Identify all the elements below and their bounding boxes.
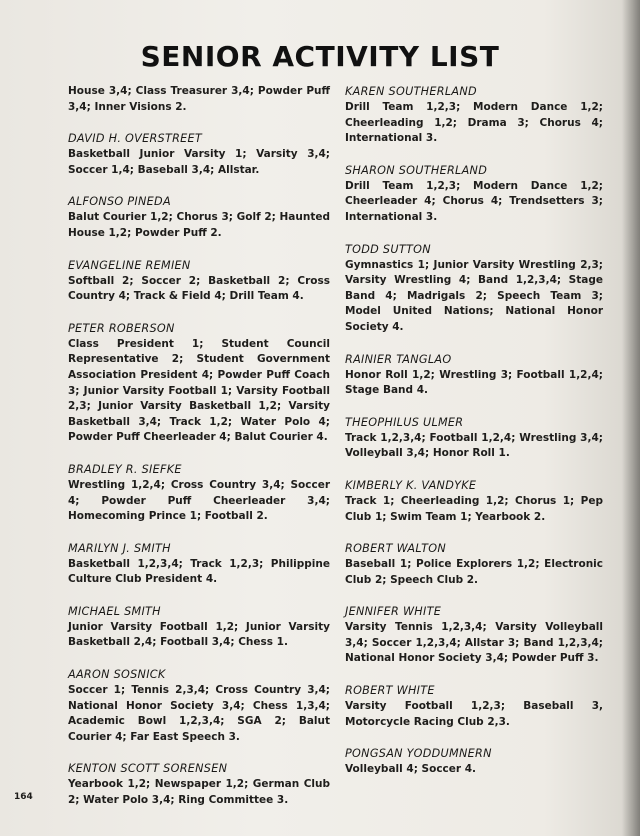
senior-activities: Basketball 1,2,3,4; Track 1,2,3; Philippine Culture Club President 4. — [68, 557, 330, 586]
senior-activities: Balut Courier 1,2; Chorus 3; Golf 2; Haunted House 1,2; Powder Puff 2. — [68, 211, 330, 239]
senior-name: JENNIFER WHITE — [345, 605, 442, 619]
senior-entry — [68, 667, 330, 745]
senior-entry — [68, 541, 330, 588]
senior-name: KAREN SOUTHERLAND — [345, 85, 477, 98]
left-column — [68, 84, 330, 825]
senior-entry — [345, 84, 603, 147]
senior-activities: Varsity Tennis 1,2,3,4; Varsity Volleyball 3,4; Soccer 1,2,3,4; Allstar 3; Band 1,2,3,4; National Honor Society 3,4; Powder Puff 3. — [345, 621, 603, 665]
senior-entry — [68, 321, 330, 446]
senior-activities: Basketball Junior Varsity 1; Varsity 3,4; Soccer 1,4; Baseball 3,4; Allstar. — [68, 148, 330, 176]
senior-entry — [68, 761, 330, 808]
senior-entry — [68, 84, 330, 115]
senior-entry — [345, 604, 603, 667]
senior-entry — [68, 258, 330, 305]
senior-activities: Track 1; Cheerleading 1,2; Chorus 1; Pep Club 1; Swim Team 1; Yearbook 2. — [345, 494, 603, 523]
senior-activities: Junior Varsity Football 1,2; Junior Varsity Basketball 2,4; Football 3,4; Chess 1. — [68, 620, 330, 649]
senior-entry — [345, 242, 603, 336]
senior-name: RAINIER TANGLAO — [345, 352, 452, 366]
senior-name: THEOPHILUS ULMER — [345, 415, 464, 429]
senior-activities: Drill Team 1,2,3; Modern Dance 1,2; Cheerleading 1,2; Drama 3; Chorus 4; International 3. — [345, 101, 603, 145]
senior-name: EVANGELINE REMIEN — [68, 258, 191, 272]
senior-activities: Drill Team 1,2,3; Modern Dance 1,2; Cheerleader 4; Chorus 4; Trendsetters 3; International 3. — [345, 179, 603, 223]
senior-entry — [345, 541, 603, 588]
senior-name: DAVID H. OVERSTREET — [68, 132, 203, 146]
senior-activities: Softball 2; Soccer 2; Basketball 2; Cross Country 4; Track & Field 4; Drill Team 4. — [68, 274, 330, 303]
right-column — [345, 84, 603, 794]
senior-activities: Track 1,2,3,4; Football 1,2,4; Wrestling 3,4; Volleyball 3,4; Honor Roll 1. — [345, 431, 603, 460]
senior-entry — [345, 415, 603, 462]
senior-name: AARON SOSNICK — [68, 668, 166, 682]
senior-activities: Class President 1; Student Council Representative 2; Student Government Association President 4; Powder Puff Coach 3; Junior Varsity Football 1; Varsity Football 2,3; Junior Varsity Basketball 1,2; Varsity Basketball 3,4; Track 1,2; Water Polo 4; Powder Puff Cheerleader 4; Balut Courier 4. — [68, 337, 330, 444]
senior-entry — [345, 163, 603, 226]
senior-activities: Honor Roll 1,2; Wrestling 3; Football 1,2,4; Stage Band 4. — [345, 368, 603, 397]
senior-name: PONGSAN YODDUMNERN — [345, 747, 492, 761]
senior-name: ALFONSO PINEDA — [68, 195, 171, 209]
senior-name: MARILYN J. SMITH — [68, 541, 171, 555]
senior-name: BRADLEY R. SIEFKE — [68, 462, 182, 476]
senior-name: KENTON SCOTT SORENSEN — [68, 762, 228, 776]
senior-name: KIMBERLY K. VANDYKE — [345, 478, 477, 492]
senior-activities: Soccer 1; Tennis 2,3,4; Cross Country 3,4; National Honor Society 3,4; Chess 1,3,4; Academic Bowl 1,2,3,4; SGA 2; Balut Courier 4; Far East Speech 3. — [68, 684, 330, 743]
page-binding-shadow — [622, 0, 640, 836]
senior-entry — [68, 131, 330, 178]
senior-activities: House 3,4; Class Treasurer 3,4; Powder Puff 3,4; Inner Visions 2. — [68, 85, 330, 113]
senior-activities: Varsity Football 1,2,3; Baseball 3, Motorcycle Racing Club 2,3. — [345, 700, 603, 728]
senior-name: ROBERT WALTON — [345, 542, 447, 556]
page-title: SENIOR ACTIVITY LIST — [140, 40, 500, 73]
senior-name: MICHAEL SMITH — [68, 604, 161, 618]
senior-entry — [68, 604, 330, 651]
senior-activities: Gymnastics 1; Junior Varsity Wrestling 2,3; Varsity Wrestling 4; Band 1,2,3,4; Stage Band 4; Madrigals 2; Speech Team 3; Model United Nations; National Honor Society 4. — [345, 258, 603, 333]
senior-entry — [345, 683, 603, 730]
senior-name: TODD SUTTON — [345, 242, 431, 256]
senior-entry — [345, 478, 603, 525]
page-number: 164 — [14, 792, 33, 802]
senior-activities: Yearbook 1,2; Newspaper 1,2; German Club 2; Water Polo 3,4; Ring Committee 3. — [68, 778, 330, 807]
senior-activities: Baseball 1; Police Explorers 1,2; Electronic Club 2; Speech Club 2. — [345, 558, 603, 586]
senior-entry — [68, 462, 330, 525]
senior-activities: Volleyball 4; Soccer 4. — [345, 763, 477, 776]
senior-name: SHARON SOUTHERLAND — [345, 163, 488, 177]
senior-name: PETER ROBERSON — [68, 321, 175, 335]
senior-entry — [345, 352, 603, 399]
senior-activities: Wrestling 1,2,4; Cross Country 3,4; Soccer 4; Powder Puff Cheerleader 3,4; Homecoming Prince 1; Football 2. — [68, 478, 330, 523]
senior-entry — [68, 194, 330, 241]
senior-name: ROBERT WHITE — [345, 684, 435, 698]
senior-entry — [345, 746, 603, 778]
